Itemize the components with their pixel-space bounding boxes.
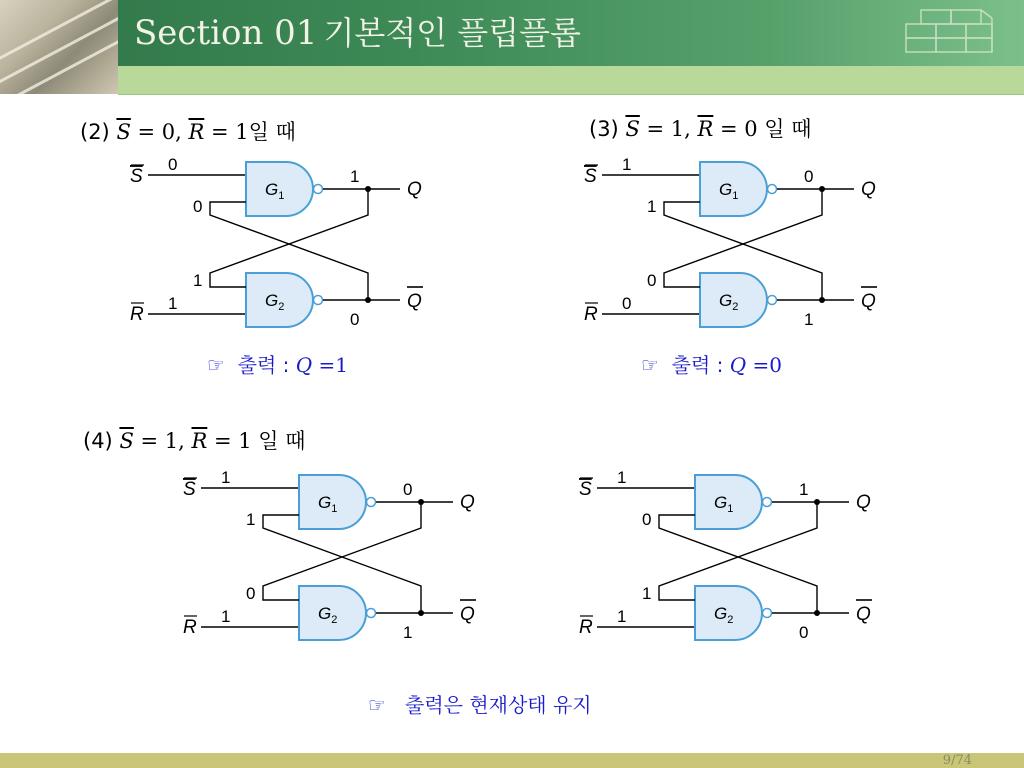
qbar-output-value: 0: [350, 310, 360, 329]
r-input-value: 0: [622, 294, 632, 313]
g2-inverter-bubble: [768, 296, 777, 305]
case2-label: [80, 116, 296, 146]
qbar-output-value: 1: [403, 623, 413, 642]
nand-gate-g2: [700, 273, 767, 327]
case2-s-bar: $\overline{S}$: [116, 120, 131, 144]
pointer-icon: ☞: [207, 353, 225, 377]
case4-r-value: = 1: [207, 429, 252, 453]
case4-tail: 일 때: [251, 429, 306, 453]
g1-inverter-bubble: [367, 498, 376, 507]
g2-inverter-bubble: [763, 609, 772, 618]
g2-inverter-bubble: [367, 609, 376, 618]
g1-label: $G_1$: [318, 493, 338, 515]
g2-feedback-value: 0: [647, 271, 657, 290]
g1-inverter-bubble: [768, 185, 777, 194]
s-input-value: 0: [168, 157, 178, 174]
case4-s-bar: $\overline{S}$: [119, 429, 134, 453]
title-korean: 기본적인 플립플롭: [323, 14, 581, 52]
g2-feedback-value: 0: [246, 584, 256, 603]
q-output-value: 1: [799, 480, 809, 499]
g1-feedback-value: 1: [647, 197, 657, 216]
case3-s-value: = 1,: [639, 117, 698, 141]
circuit-case2: [128, 157, 428, 341]
s-input-label: S: [130, 166, 143, 187]
case4-number: (4): [83, 429, 113, 453]
g2-inverter-bubble: [314, 296, 323, 305]
case2-r-value: = 1: [204, 120, 249, 144]
case4-label: [83, 425, 306, 455]
qbar-output-label: Q: [856, 604, 871, 625]
nand-gate-g2: [299, 586, 366, 640]
case3-r-bar: $\overline{R}$: [697, 117, 714, 141]
r-input-value: 1: [221, 607, 231, 626]
q-output-value: 0: [804, 167, 814, 186]
g1-feedback-value: 0: [193, 197, 203, 216]
r-input-label: R: [584, 304, 598, 325]
g2-label: $G_2$: [318, 604, 338, 626]
case2-r-bar: $\overline{R}$: [188, 120, 205, 144]
pointer-icon: ☞: [641, 353, 659, 377]
page-number: 9/74: [942, 753, 972, 768]
circuit-case3: [582, 157, 882, 341]
header-divider: [118, 94, 1024, 95]
g1-inverter-bubble: [314, 185, 323, 194]
case3-s-bar: $\overline{S}$: [625, 117, 640, 141]
g1-feedback-value: 1: [246, 510, 256, 529]
s-input-value: 1: [617, 470, 627, 487]
g2-feedback-value: 1: [642, 584, 652, 603]
result-case4-text: 출력은 현재상태 유지: [405, 693, 592, 717]
q-output-value: 0: [403, 480, 413, 499]
nand-gate-g2: [695, 586, 762, 640]
nand-gate-g1: [246, 162, 313, 216]
s-input-value: 1: [221, 470, 231, 487]
case3-label: [589, 113, 812, 143]
header-photo-image: [0, 0, 118, 94]
qbar-output-label: Q: [407, 291, 422, 312]
g1-inverter-bubble: [763, 498, 772, 507]
g2-label: $G_2$: [714, 604, 734, 626]
qbar-output-label: Q: [861, 291, 876, 312]
s-input-value: 1: [622, 157, 632, 174]
case3-r-value: = 0: [713, 117, 758, 141]
result-case2: [207, 349, 348, 378]
g2-label: $G_2$: [265, 291, 285, 313]
q-output-value: 1: [350, 167, 360, 186]
case2-s-value: = 0,: [130, 120, 189, 144]
nand-gate-g2: [246, 273, 313, 327]
result-case2-text: 출력 :: [237, 353, 296, 377]
case3-tail: 일 때: [757, 117, 812, 141]
r-input-value: 1: [617, 607, 627, 626]
g2-label: $G_2$: [719, 291, 739, 313]
r-input-label: R: [183, 617, 197, 638]
result-case3-var: Q: [729, 353, 747, 377]
nand-gate-g1: [700, 162, 767, 216]
r-input-label: R: [579, 617, 593, 638]
case3-number: (3): [589, 117, 619, 141]
q-output-label: Q: [407, 179, 422, 200]
g1-label: $G_1$: [719, 180, 739, 202]
result-case3: [641, 349, 782, 378]
page-title: [134, 10, 581, 56]
r-input-value: 1: [168, 294, 178, 313]
result-case3-value: =0: [746, 353, 782, 377]
q-output-label: Q: [861, 179, 876, 200]
qbar-output-label: Q: [460, 604, 475, 625]
qbar-output-value: 0: [799, 623, 809, 642]
g1-label: $G_1$: [265, 180, 285, 202]
case2-number: (2): [80, 120, 110, 144]
r-input-label: R: [130, 304, 144, 325]
s-input-label: S: [584, 166, 597, 187]
result-case4: [368, 689, 592, 718]
nand-gate-g1: [695, 475, 762, 529]
g1-feedback-value: 0: [642, 510, 652, 529]
q-output-label: Q: [856, 492, 871, 513]
title-section: Section 01: [134, 13, 318, 53]
q-output-label: Q: [460, 492, 475, 513]
circuit-case4-left: [181, 470, 481, 654]
circuit-case4-right: [577, 470, 877, 654]
pointer-icon: ☞: [368, 693, 386, 717]
header-strip: [118, 66, 1024, 94]
case4-s-value: = 1,: [133, 429, 192, 453]
case2-tail: 일 때: [248, 120, 296, 144]
g1-label: $G_1$: [714, 493, 734, 515]
footer-bar: [0, 753, 1024, 768]
s-input-label: S: [183, 479, 196, 500]
case4-r-bar: $\overline{R}$: [191, 429, 208, 453]
s-input-label: S: [579, 479, 592, 500]
nand-gate-g1: [299, 475, 366, 529]
result-case2-value: =1: [312, 353, 348, 377]
result-case2-var: Q: [295, 353, 313, 377]
result-case3-text: 출력 :: [671, 353, 730, 377]
bricks-logo-icon: [896, 4, 1006, 64]
g2-feedback-value: 1: [193, 271, 203, 290]
qbar-output-value: 1: [804, 310, 814, 329]
